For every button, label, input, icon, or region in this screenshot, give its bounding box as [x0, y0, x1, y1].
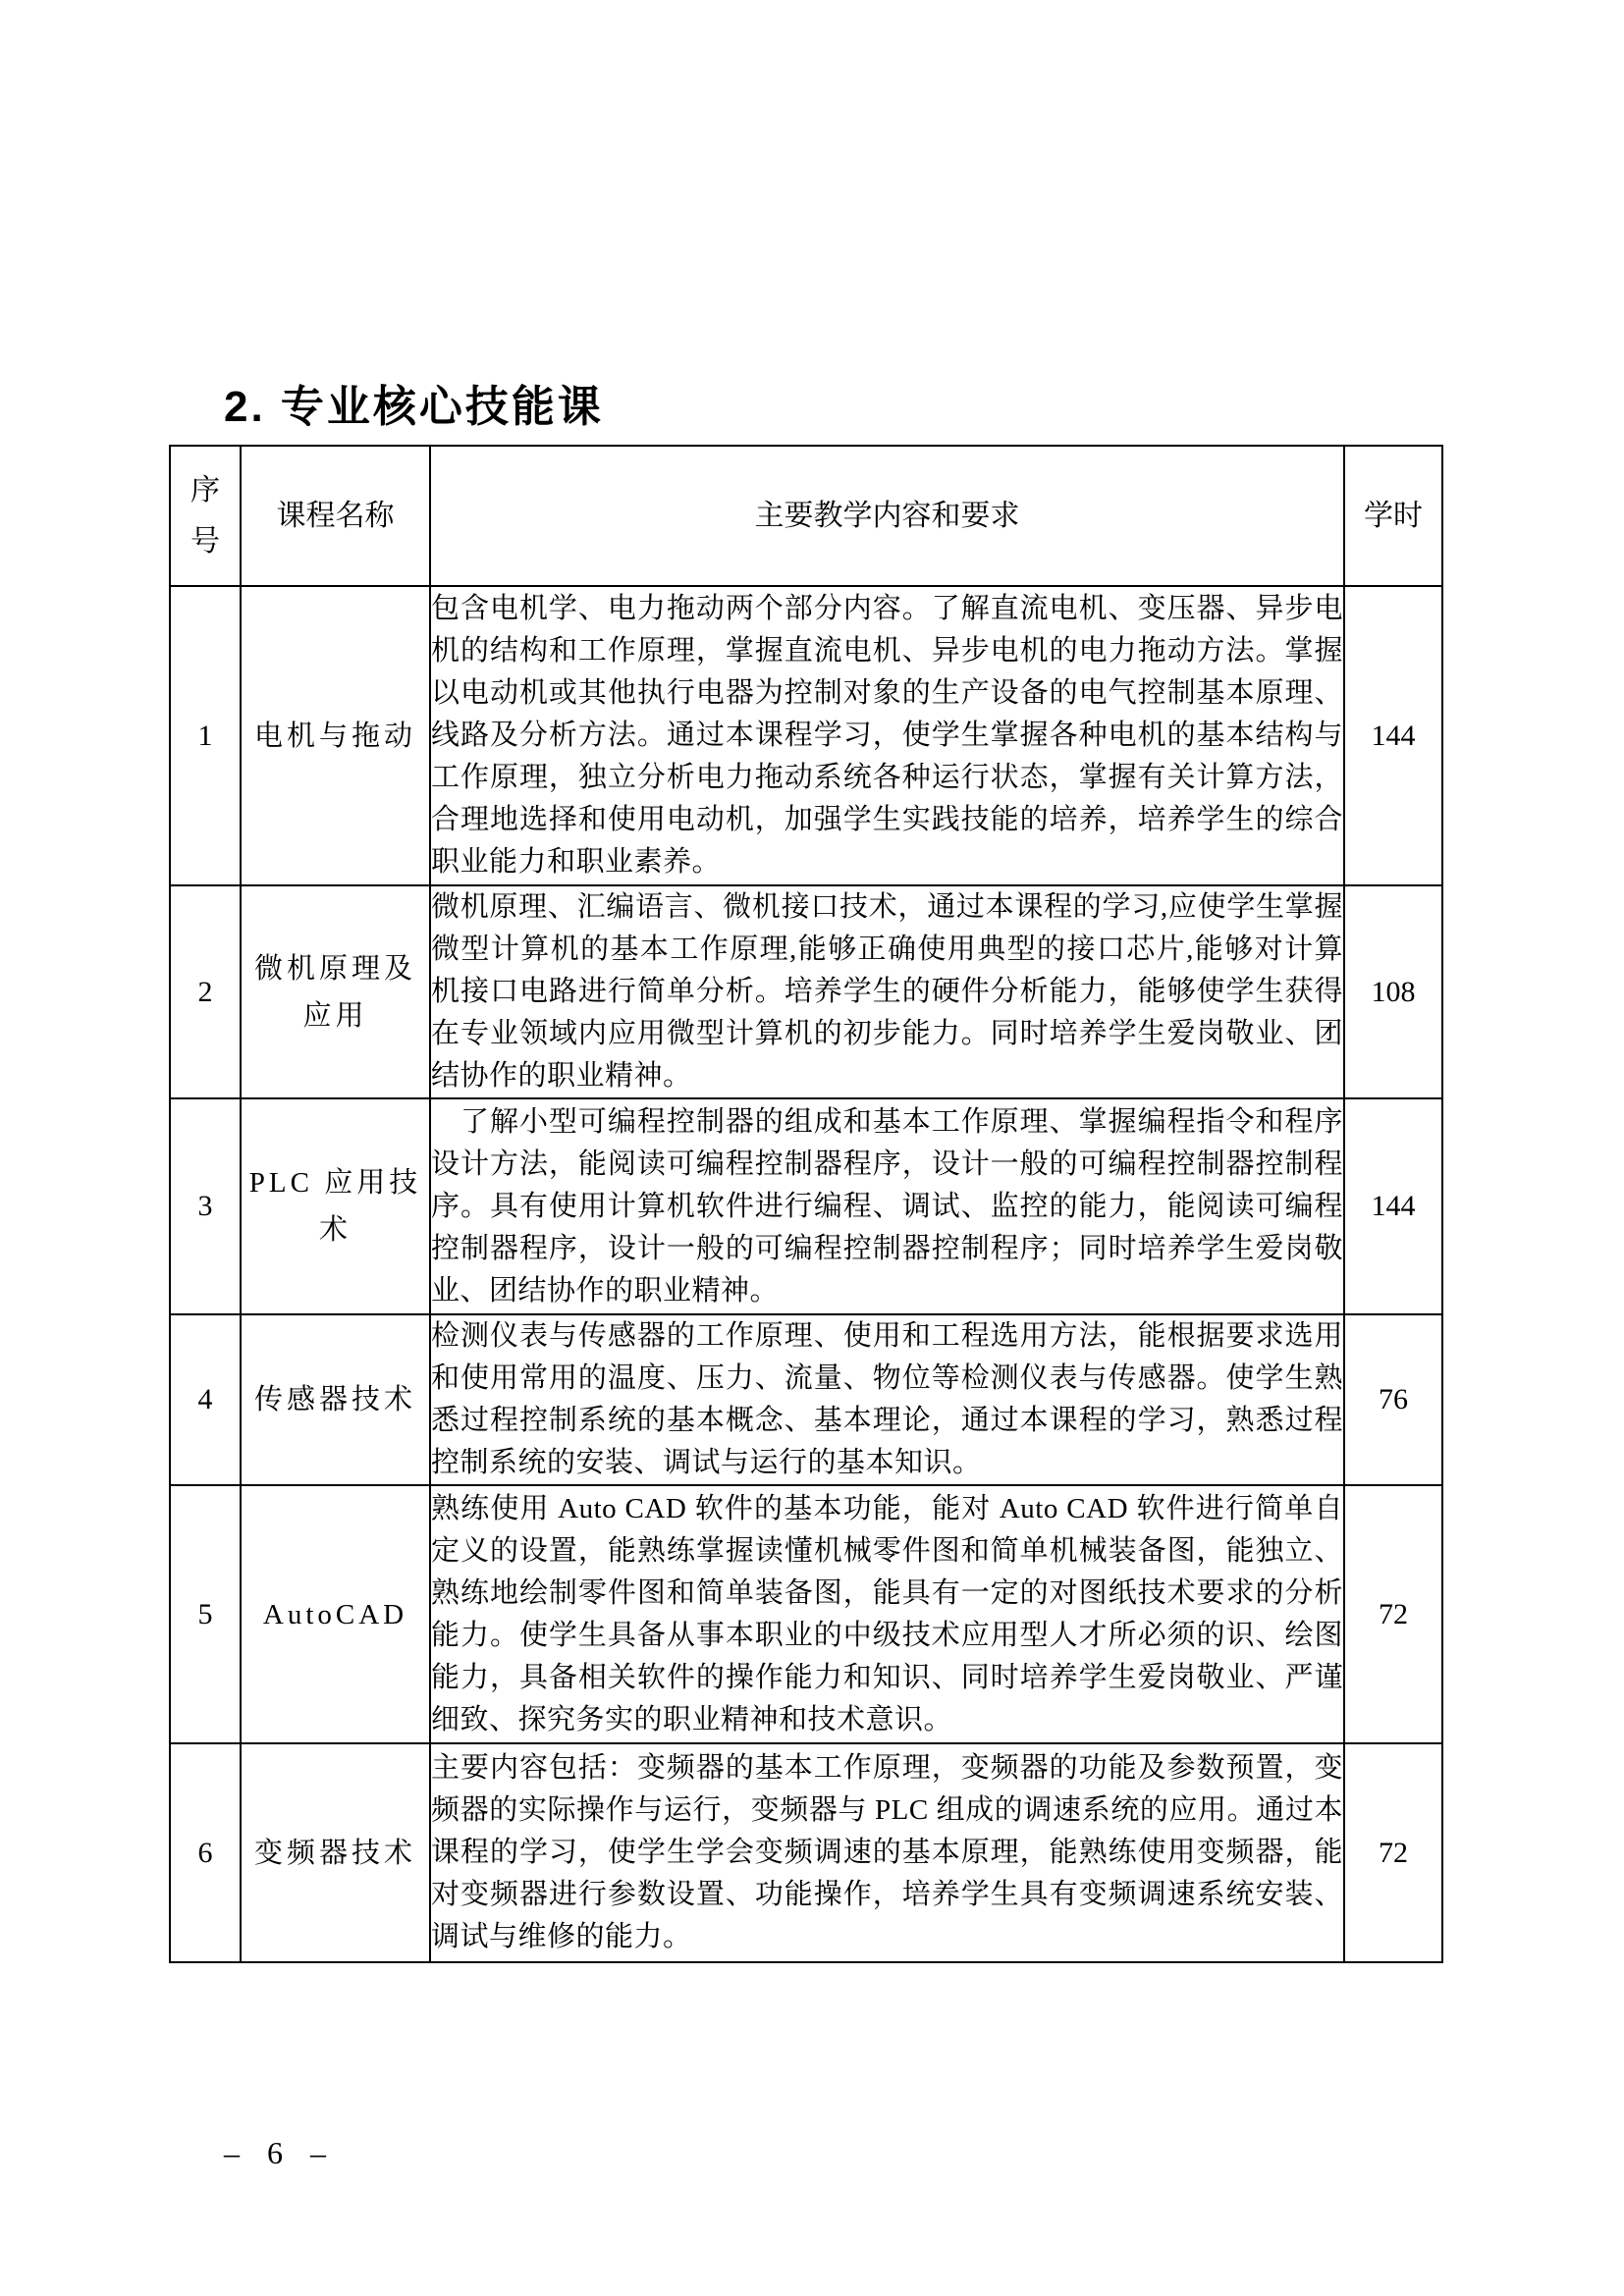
- row-index-cell: 3: [170, 1098, 241, 1314]
- course-name-cell: AutoCAD: [241, 1485, 430, 1743]
- page-number: – 6 –: [224, 2135, 336, 2170]
- row-index-cell: 5: [170, 1485, 241, 1743]
- table-row: [170, 885, 1442, 1098]
- course-name-cell: 变频器技术: [241, 1743, 430, 1962]
- course-hours-cell: 76: [1344, 1314, 1442, 1485]
- course-content-cell: 检测仪表与传感器的工作原理、使用和工程选用方法，能根据要求选用和使用常用的温度、压力、流量、物位等检测仪表与传感器。使学生熟悉过程控制系统的基本概念、基本理论，通过本课程的学习，熟悉过程控制系统的安装、调试与运行的基本知识。: [430, 1314, 1344, 1485]
- course-name-cell: 传感器技术: [241, 1314, 430, 1485]
- course-content-cell: 包含电机学、电力拖动两个部分内容。了解直流电机、变压器、异步电机的结构和工作原理，掌握直流电机、异步电机的电力拖动方法。掌握以电动机或其他执行电器为控制对象的生产设备的电气控制基本原理、线路及分析方法。通过本课程学习，使学生掌握各种电机的基本结构与工作原理，独立分析电力拖动系统各种运行状态，掌握有关计算方法，合理地选择和使用电动机，加强学生实践技能的培养，培养学生的综合职业能力和职业素养。: [430, 586, 1344, 885]
- table-row: [170, 1098, 1442, 1314]
- row-index-cell: 1: [170, 586, 241, 885]
- course-content-cell: 了解小型可编程控制器的组成和基本工作原理、掌握编程指令和程序设计方法，能阅读可编程控制器程序，设计一般的可编程控制器控制程序。具有使用计算机软件进行编程、调试、监控的能力，能阅读可编程控制器程序，设计一般的可编程控制器控制程序；同时培养学生爱岗敬业、团结协作的职业精神。: [430, 1098, 1344, 1314]
- row-index-cell: 2: [170, 885, 241, 1098]
- table-row: [170, 586, 1442, 885]
- section-title: 2. 专业核心技能课: [224, 383, 604, 431]
- course-hours-cell: 144: [1344, 1098, 1442, 1314]
- header-index-cell: [170, 446, 241, 586]
- table-header-row: [170, 446, 1442, 586]
- table-row: [170, 1485, 1442, 1743]
- row-index-cell: 4: [170, 1314, 241, 1485]
- course-name-cell: 电机与拖动: [241, 586, 430, 885]
- header-course-cell: 课程名称: [241, 446, 430, 586]
- course-hours-cell: 108: [1344, 885, 1442, 1098]
- course-hours-cell: 144: [1344, 586, 1442, 885]
- table-row: [170, 1743, 1442, 1962]
- course-name-cell: PLC 应用技术: [241, 1098, 430, 1314]
- course-content-cell: 主要内容包括：变频器的基本工作原理，变频器的功能及参数预置，变频器的实际操作与运行，变频器与 PLC 组成的调速系统的应用。通过本课程的学习，使学生学会变频调速的基本原理，能熟练使用变频器，能对变频器进行参数设置、功能操作，培养学生具有变频调速系统安装、调试与维修的能力。: [430, 1743, 1344, 1962]
- course-hours-cell: 72: [1344, 1743, 1442, 1962]
- course-table: [169, 445, 1443, 1963]
- course-hours-cell: 72: [1344, 1485, 1442, 1743]
- header-content-cell: 主要教学内容和要求: [430, 446, 1344, 586]
- course-name-cell: 微机原理及应用: [241, 885, 430, 1098]
- header-hours-cell: 学时: [1344, 446, 1442, 586]
- row-index-cell: 6: [170, 1743, 241, 1962]
- course-content-cell: 微机原理、汇编语言、微机接口技术，通过本课程的学习,应使学生掌握微型计算机的基本工作原理,能够正确使用典型的接口芯片,能够对计算机接口电路进行简单分析。培养学生的硬件分析能力，能够使学生获得在专业领域内应用微型计算机的初步能力。同时培养学生爱岗敬业、团结协作的职业精神。: [430, 885, 1344, 1098]
- course-content-cell: 熟练使用 Auto CAD 软件的基本功能，能对 Auto CAD 软件进行简单自定义的设置，能熟练掌握读懂机械零件图和简单机械装备图，能独立、熟练地绘制零件图和简单装备图，能具有一定的对图纸技术要求的分析能力。使学生具备从事本职业的中级技术应用型人才所必须的识、绘图能力，具备相关软件的操作能力和知识、同时培养学生爱岗敬业、严谨细致、探究务实的职业精神和技术意识。: [430, 1485, 1344, 1743]
- header-index-label: 序号: [190, 473, 220, 558]
- table-row: [170, 1314, 1442, 1485]
